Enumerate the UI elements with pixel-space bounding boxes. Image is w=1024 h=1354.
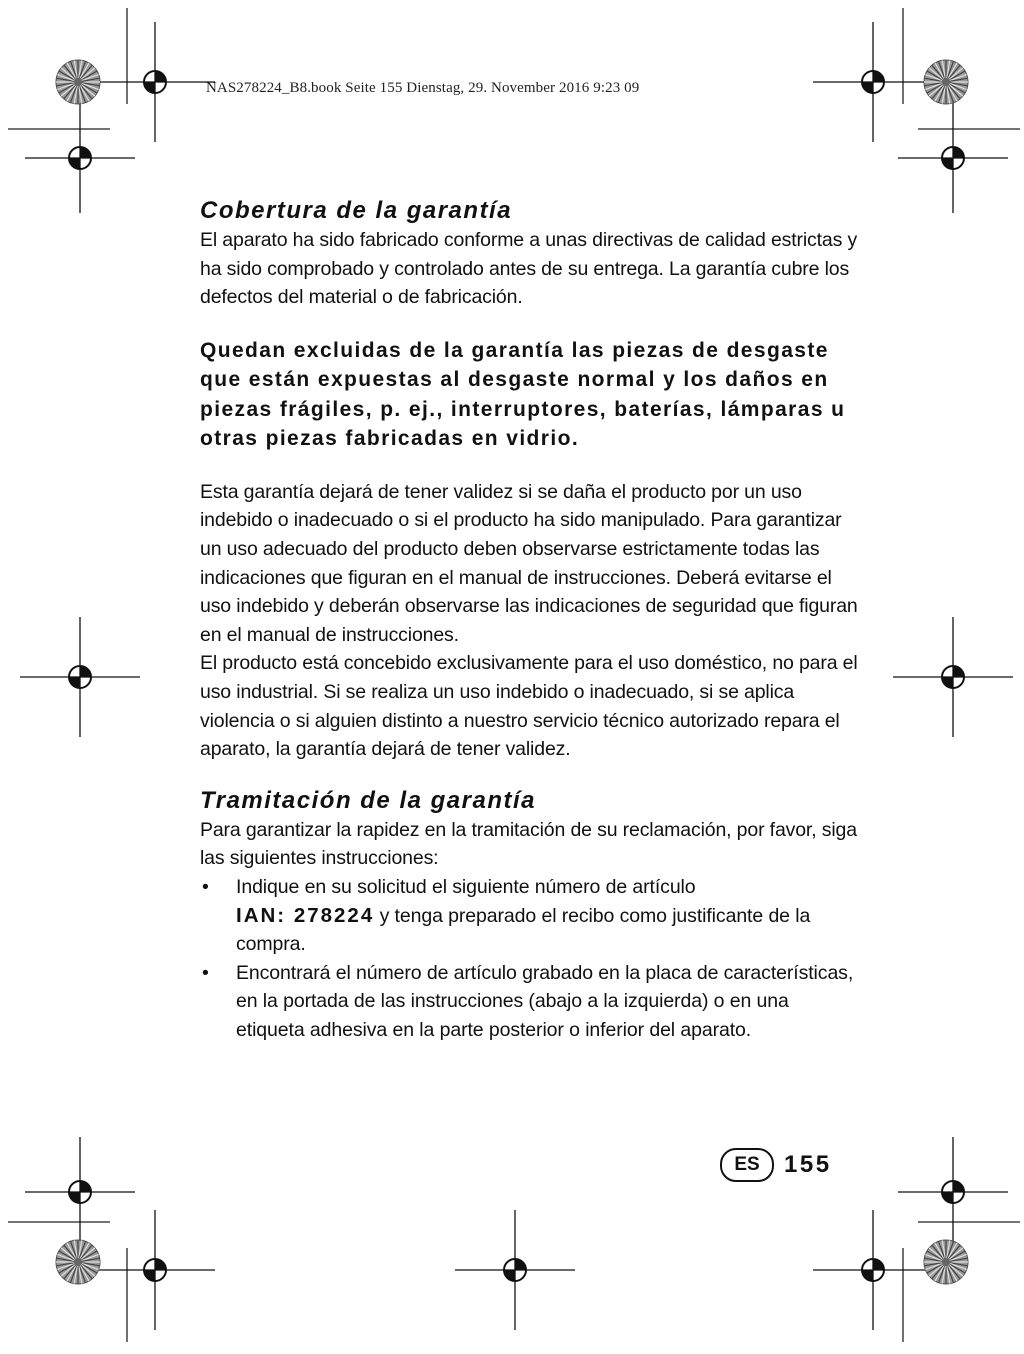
bullet2-text: Encontrará el número de artículo grabado en la placa de características, en la portada de las instrucciones (abajo a la izquierda) o en una etiqueta adhesiva en la parte posterior o inferior del aparato. xyxy=(236,961,854,1041)
color-bar-registration-icon xyxy=(56,60,100,104)
processing-intro: Para garantizar la rapidez en la tramitación de su reclamación, por favor, siga las siguientes instrucciones: xyxy=(200,818,857,870)
warranty-page-content xyxy=(200,196,860,1044)
coverage-heading: Cobertura de la garantía xyxy=(200,197,513,224)
bullet1-text-before: Indique en su solicitud el siguiente número de artículo xyxy=(236,875,696,898)
ian-number: IAN: 278224 xyxy=(236,903,375,927)
crosshair-registration-icon xyxy=(813,22,933,142)
crosshair-registration-icon xyxy=(20,617,140,737)
processing-heading: Tramitación de la garantía xyxy=(200,786,536,814)
color-bar-registration-icon xyxy=(924,1240,968,1284)
crosshair-registration-icon xyxy=(455,1210,575,1330)
crosshair-registration-icon xyxy=(898,103,1008,213)
crosshair-registration-icon xyxy=(95,1210,215,1330)
validity-text-2: El producto está concebido exclusivamente para el uso doméstico, no para el uso industrial. Si se realiza un uso indebido o inadecuado, si se aplica violencia o si alguien distinto a nuestro servicio técnico autorizado repara el aparato, la garantía dejará de tener validez. xyxy=(200,652,858,761)
language-badge: ES xyxy=(720,1148,774,1182)
list-item xyxy=(200,959,860,1045)
validity-text-1: Esta garantía dejará de tener validez si se daña el producto por un uso indebido o inadecuado o si el producto ha sido manipulado. Para garantizar un uso adecuado del producto deben observarse estrictamente todas las indicaciones que figuran en el manual de instrucciones. Deberá evitarse el uso indebido y deberán observarse las indicaciones de seguridad que figuran en el manual de instrucciones. xyxy=(200,480,858,646)
color-bar-registration-icon xyxy=(56,1240,100,1284)
crosshair-registration-icon xyxy=(893,617,1013,737)
crosshair-registration-icon xyxy=(25,103,135,213)
processing-instructions-list xyxy=(200,873,860,1045)
page-number: 155 xyxy=(784,1151,832,1178)
print-slug-line: NAS278224_B8.book Seite 155 Dienstag, 29. November 2016 9:23 09 xyxy=(206,80,640,96)
crosshair-registration-icon xyxy=(813,1210,933,1330)
list-item xyxy=(200,873,860,959)
color-bar-registration-icon xyxy=(924,60,968,104)
crosshair-registration-icon xyxy=(898,1137,1008,1247)
exclusion-text: Quedan excluidas de la garantía las piezas de desgaste que están expuestas al desgaste normal y los daños en piezas frágiles, p. ej., interruptores, baterías, lámparas u otras piezas fabricadas en vidrio. xyxy=(200,338,846,451)
bullet1-text-after: y tenga preparado el recibo como justificante de la compra. xyxy=(236,904,811,956)
crosshair-registration-icon xyxy=(95,22,215,142)
crosshair-registration-icon xyxy=(25,1137,135,1247)
coverage-text: El aparato ha sido fabricado conforme a unas directivas de calidad estrictas y ha sido comprobado y controlado antes de su entrega. La garantía cubre los defectos del material o de fabricación. xyxy=(200,229,858,309)
page-footer xyxy=(720,1148,832,1182)
